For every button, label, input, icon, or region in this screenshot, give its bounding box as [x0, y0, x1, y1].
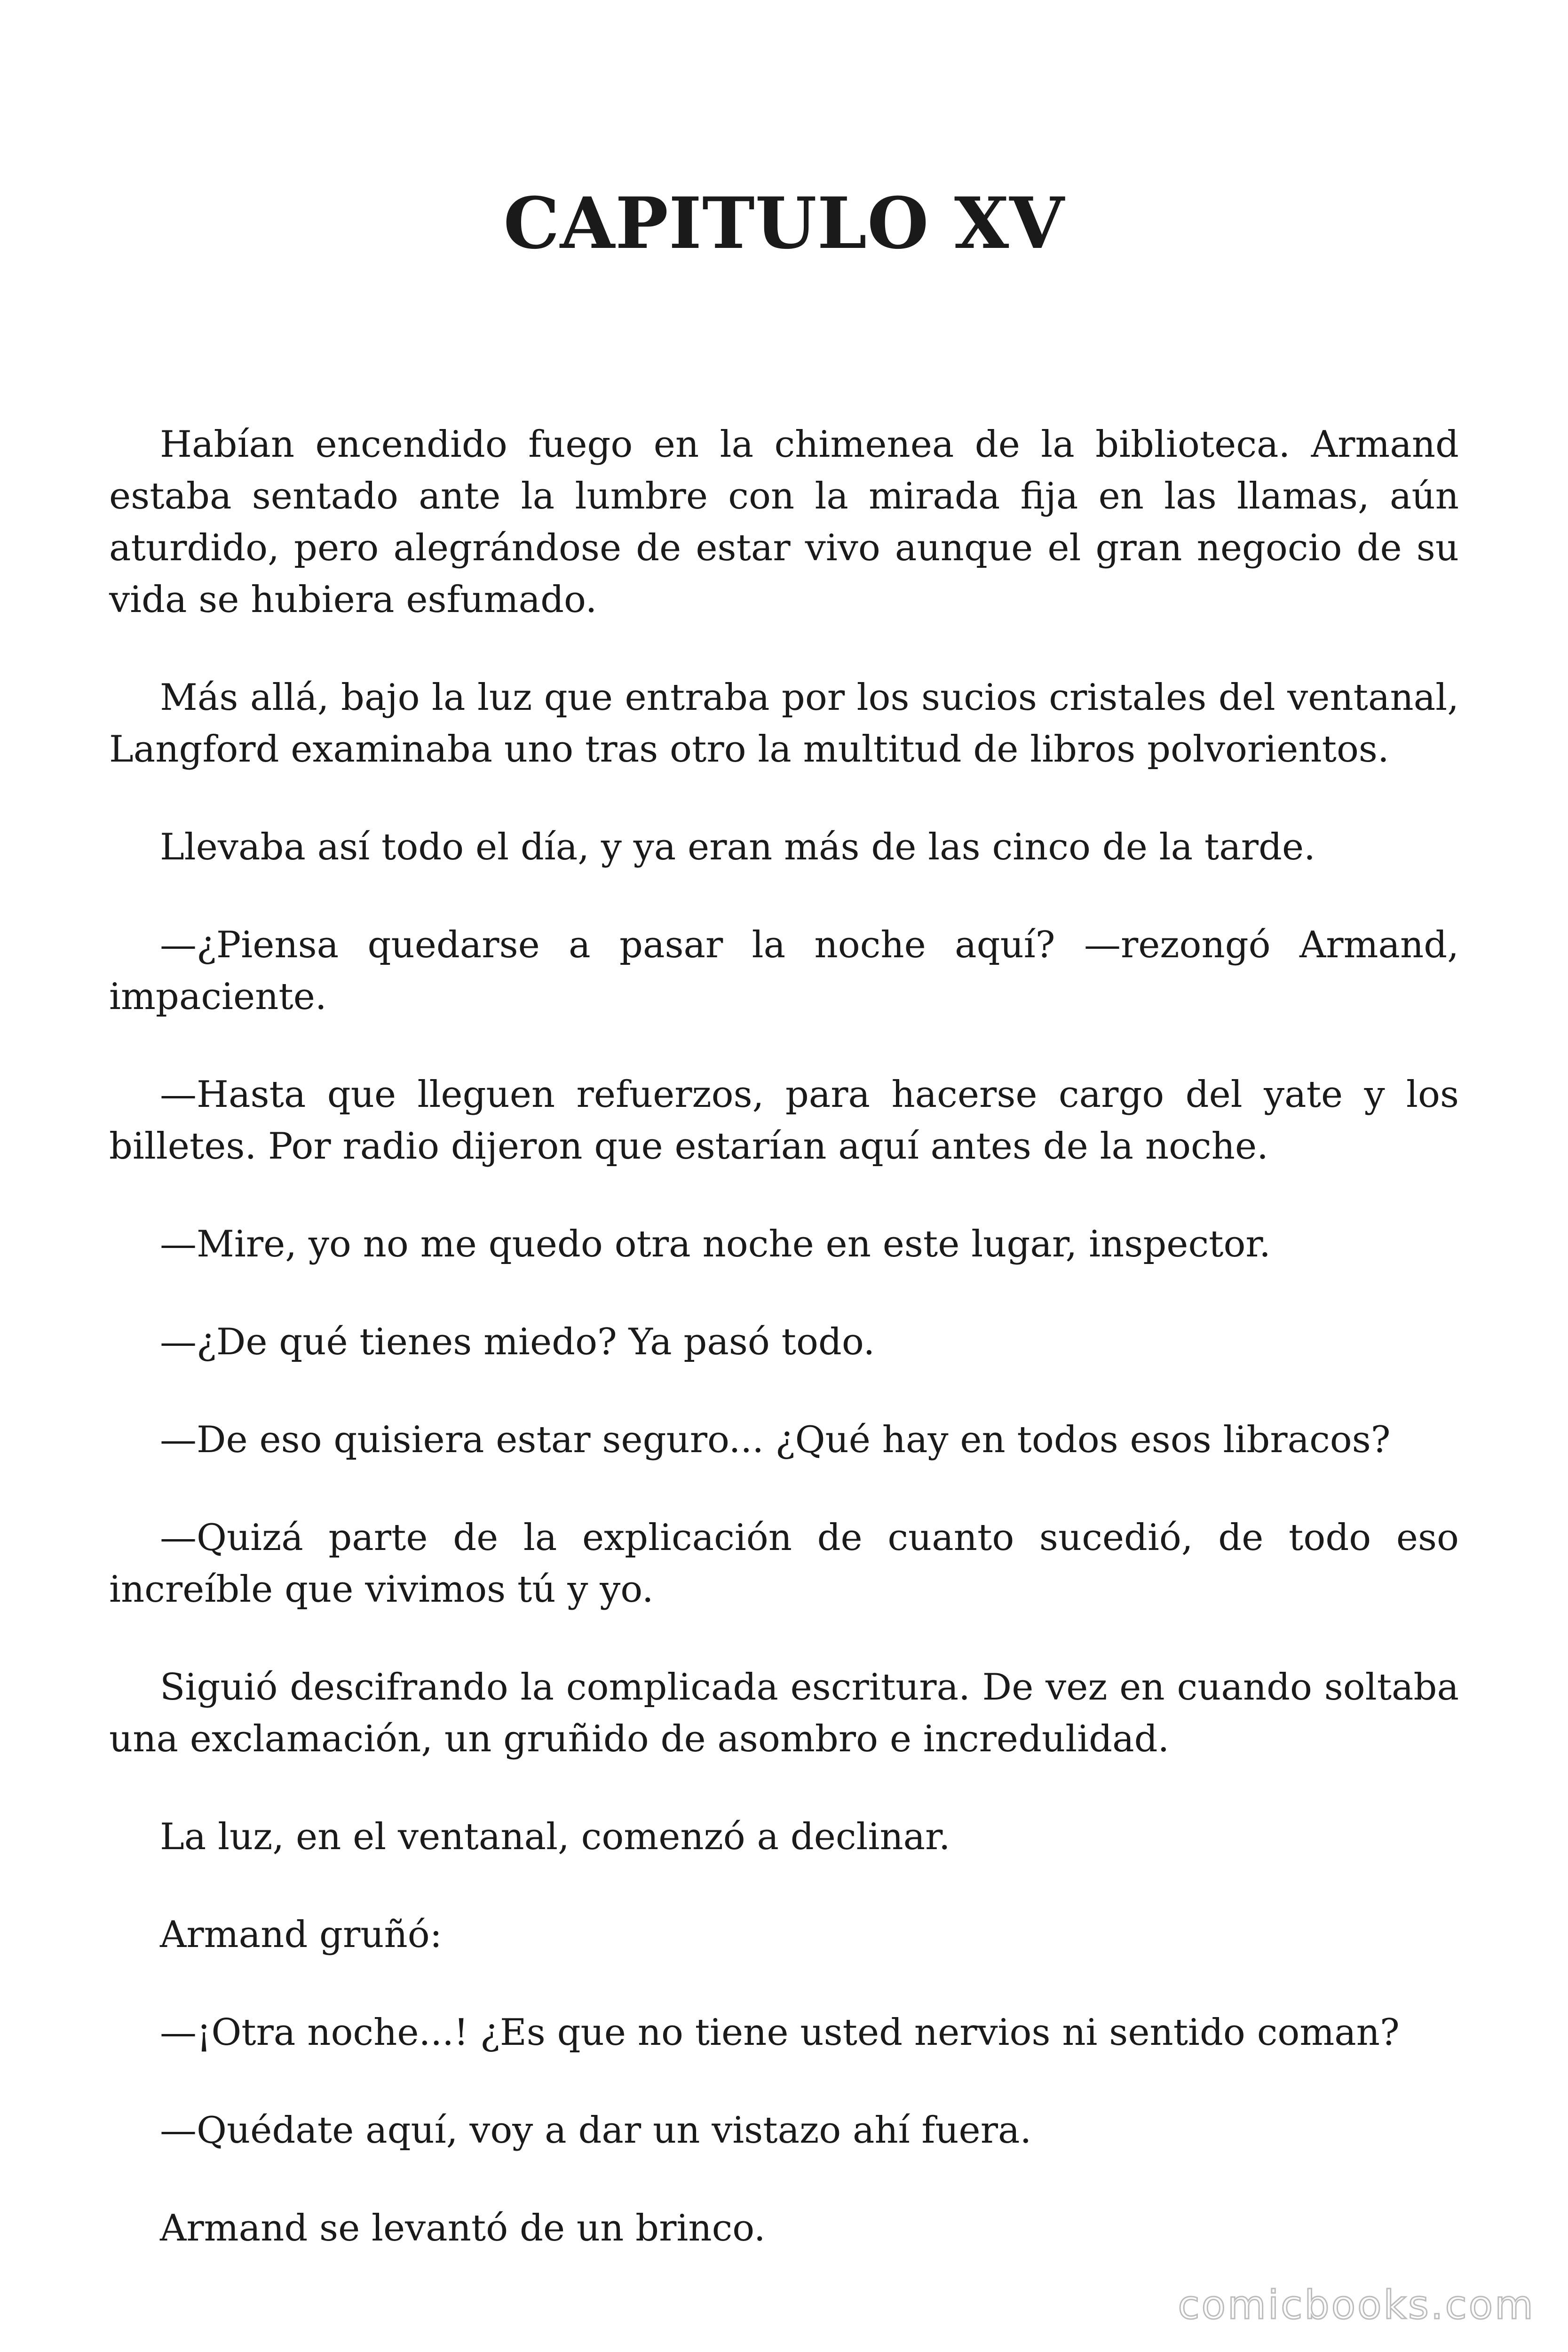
paragraph: —Quédate aquí, voy a dar un vistazo ahí fuera. — [160, 2109, 1032, 2152]
paragraph: —Hasta que lleguen refuerzos, para hacerse cargo del yate y los billetes. Por radio dijeron que estarían aquí antes de la noche. — [109, 1073, 1459, 1168]
paragraph: Más allá, bajo la luz que entraba por los sucios cristales del ventanal, Langford examinaba uno tras otro la multitud de libros polvorientos. — [109, 676, 1459, 771]
paragraph: Armand se levantó de un brinco. — [160, 2207, 766, 2249]
paragraph: Armand gruñó: — [160, 1914, 442, 1956]
paragraph: —De eso quisiera estar seguro... ¿Qué hay en todos esos libracos? — [160, 1419, 1391, 1461]
paragraph: Habían encendido fuego en la chimenea de la biblioteca. Armand estaba sentado ante la lumbre con la mirada fija en las llamas, aún aturdido, pero alegrándose de estar vivo aunque el gran negocio de su vida se hubiera esfumado. — [109, 423, 1459, 621]
chapter-body — [109, 419, 1459, 2300]
paragraph: —Mire, yo no me quedo otra noche en este lugar, inspector. — [160, 1223, 1271, 1265]
chapter-title: CAPITULO XV — [503, 182, 1065, 265]
paragraph: —¿Piensa quedarse a pasar la noche aquí? —rezongó Armand, impaciente. — [109, 924, 1459, 1018]
paragraph: Siguió descifrando la complicada escritura. De vez en cuando soltaba una exclamación, un gruñido de asombro e incredulidad. — [109, 1666, 1459, 1760]
watermark: comicbooks.com — [1178, 2282, 1535, 2328]
paragraph: La luz, en el ventanal, comenzó a declinar. — [160, 1816, 950, 1858]
paragraph: Llevaba así todo el día, y ya eran más de las cinco de la tarde. — [160, 826, 1315, 868]
paragraph: —¿De qué tienes miedo? Ya pasó todo. — [160, 1321, 875, 1363]
paragraph: —Quizá parte de la explicación de cuanto sucedió, de todo eso increíble que vivimos tú y yo. — [109, 1517, 1459, 1611]
paragraph: —¡Otra noche...! ¿Es que no tiene usted nervios ni sentido coman? — [160, 2011, 1400, 2054]
